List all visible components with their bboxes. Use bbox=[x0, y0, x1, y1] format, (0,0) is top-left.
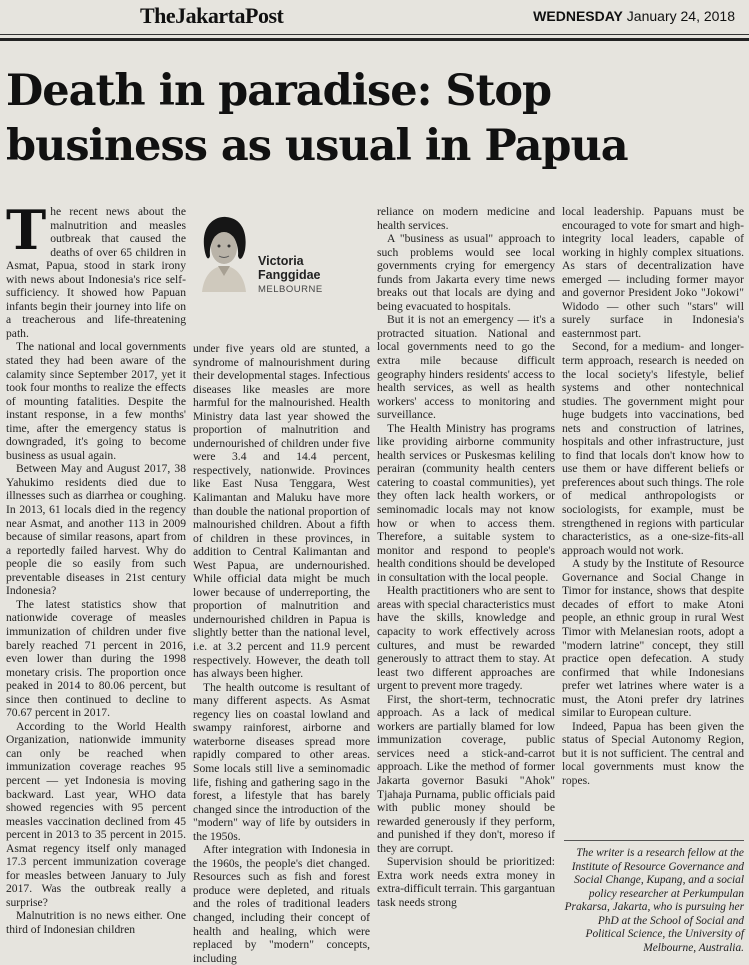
paragraph: Indeed, Papua has been given the status of Special Autonomy Region, but it is not sufficient. The central and local governments must know the ropes. bbox=[562, 719, 744, 787]
paragraph: under five years old are stunted, a syndrome of malnourishment during their developmental stages. Infectious diseases like measles are more harmful for the malnourished. Health Ministry data last year showed the proportion of malnutrition and undernourished of children under five were 3.4 and 14.4 percent, respectively, nationwide. Provinces like East Nusa Tenggara, West Kalimantan and Maluku have more than double the national proportion of malnourished children. About a fifth of children in these provinces, in addition to Central Kalimantan and West Papua, are undernourished. While official data might be much lower because of underreporting, the proportion of malnutrition and undernourished children in Papua is slightly better than the national level, i.e. at 3.2 percent and 11.9 percent respectively. However, the death toll has always been higher. bbox=[193, 342, 370, 681]
author-first-name: Victoria bbox=[258, 254, 304, 268]
paragraph: The latest statistics show that nationwide coverage of measles immunization of children under five barely reached 71 percent in 2016, even lower than during the 1998 monetary crisis. The proportion once peaked in 2014 to 80.06 percent, but since then continued to decline to 70.67 percent in 2017. bbox=[6, 597, 186, 720]
column-1 bbox=[6, 198, 186, 937]
paragraph: Between May and August 2017, 38 Yahukimo residents died due to illnesses such as diarrhea or coughing. In 2013, 61 locals died in the regency near Asmat, and another 113 in 2009 because of similar reasons, apart from a reportedly failed harvest. Why do people die so easily from such preventable diseases in 21st century Indonesia? bbox=[6, 462, 186, 598]
paragraph: Health practitioners who are sent to areas with special characteristics must have the skills, knowledge and capacity to work effectively across cultures, and must be rewarded generously to attract them to stay. At least two different approaches are urgent to prevent more tragedy. bbox=[377, 584, 555, 693]
paragraph: Supervision should be prioritized: Extra work needs extra money in extra-difficult terrain. This gargantuan task needs strong bbox=[377, 855, 555, 909]
author-photo bbox=[196, 210, 252, 292]
paragraph: But it is not an emergency — it's a protracted situation. National and local governments need to go the extra mile because difficult geography hinders residents' access to health services, as well as health workers' access to monitoring and surveillance. bbox=[377, 313, 555, 422]
issue-date bbox=[533, 8, 735, 24]
author-note bbox=[564, 840, 744, 955]
paragraph: The health outcome is resultant of many different aspects. As Asmat regency lies on coastal lowland and swampy rainforest, airborne and waterborne diseases spread more rapidly compared to other areas. Some locals still live a seminomadic life, fishing and gathering sago in the forest, a lifestyle that has barely changed since the introduction of the "modern" way of life by outsiders in the 1950s. bbox=[193, 680, 370, 843]
article-headline bbox=[6, 64, 746, 174]
author-byline bbox=[196, 210, 371, 330]
paragraph: reliance on modern medicine and health services. bbox=[377, 205, 555, 232]
lead-text: he recent news about the malnutrition and measles outbreak that caused the deaths of over 65 children in Asmat, Papua, stood in stark irony with news about Indonesia's rice self-sufficiency. It showed how Papuan infants begin their journey into life on a treacherous and life-threatening path. bbox=[6, 205, 186, 340]
author-last-name: Fanggidae bbox=[258, 268, 321, 282]
headline-line-2: business as usual in Papua bbox=[6, 121, 628, 171]
drop-cap: T bbox=[6, 198, 47, 262]
paragraph: The Health Ministry has programs like providing airborne community health services or Puskesmas keliling perairan (community health centers catering to coastal communities), yet they often lack health workers, or seminomadic locals may not know how or when to access them. Therefore, a suitable system to monitor and respond to people's health conditions should be developed in consultation with the local people. bbox=[377, 421, 555, 584]
paragraph: local leadership. Papuans must be encouraged to vote for smart and high-integrity local leaders, capable of working in highly complex situations. As stars of decentralization have emerged — including former mayor and governor President Joko "Jokowi" Widodo — other such "stars" will surely surface in Indonesia's easternmost part. bbox=[562, 205, 744, 340]
paragraph: After integration with Indonesia in the 1960s, the people's diet changed. Resources such as fish and forest produce were depleted, and rituals and the roles of traditional leaders changed, including their concept of health and healing, which were replaced by "modern" concepts, including bbox=[193, 843, 370, 965]
newspaper-logo: TheJakartaPost bbox=[140, 3, 284, 28]
paragraph: A study by the Institute of Resource Governance and Social Change in Timor for instance, shows that despite decades of effort to make Atoni people, an ethnic group in rural West Timor with Melanesian roots, adopt a "modern latrine" concept, they still practice open defecation. A study confirmed that while Indonesians prefer wet latrines where water is a must, the Atoni prefer dry latrines similar to European culture. bbox=[562, 557, 744, 720]
author-name bbox=[258, 254, 321, 282]
issue-date-text: January 24, 2018 bbox=[626, 8, 735, 24]
paragraph: A "business as usual" approach to such problems would see local governments crying for emergency funds from Jakarta every time news breaks out that locals are dying and being evacuated to hospitals. bbox=[377, 232, 555, 313]
paragraph: The national and local governments stated they had been aware of the calamity since September 2017, yet it took four months to realize the effects of mounting fatalities. Despite the instant response, in a few months' time, after the emergency status is downgraded, it's going to become business as usual again. bbox=[6, 340, 186, 462]
masthead bbox=[0, 0, 749, 35]
lead-paragraph bbox=[6, 198, 186, 340]
paragraph: Malnutrition is no news either. One third of Indonesian children bbox=[6, 909, 186, 936]
author-city: MELBOURNE bbox=[258, 284, 323, 295]
paragraph: First, the short-term, technocratic approach. As a lack of medical workers are partially blamed for low immunization coverage, public services need a stick-and-carrot approach. Like the method of former Jakarta governor Basuki "Ahok" Tjahaja Purnama, public officials paid with public money should be rewarded generously if they perform, and punished if they don't, moreso if they are corrupt. bbox=[377, 692, 555, 855]
column-4 bbox=[562, 205, 744, 788]
issue-weekday: WEDNESDAY bbox=[533, 8, 623, 24]
column-2 bbox=[193, 342, 370, 965]
author-note-text: The writer is a research fellow at the Institute of Resource Governance and Social Change, Kupang, and a social policy researcher at Perkumpulan Prakarsa, Jakarta, who is pursuing her PhD at the School of Social and Political Science, the University of Melbourne, Australia. bbox=[564, 847, 744, 954]
paragraph: According to the World Health Organization, nationwide immunity can only be reached when immunization coverage reaches 95 percent — yet Indonesia is moving backward. Last year, WHO data showed regencies with 95 percent measles vaccination declined from 45 percent in 2013 to 35 percent in 2015. Asmat regency itself only managed 17.3 percent immunization coverage for measles between January to July 2017. Was the outbreak really a surprise? bbox=[6, 719, 186, 909]
headline-line-1: Death in paradise: Stop bbox=[6, 66, 552, 116]
paragraph: Second, for a medium- and longer-term approach, research is needed on the local society's lifestyle, belief systems and other nontechnical studies. The government might pour huge budgets into vaccinations, bed nets and construction of latrines, hospitals and other infrastructure, just to find that locals don't know how to use them or have different beliefs or preferences about such things. The role of medical anthropologists or sociologists, for example, must be strengthened in regions with particular characteristics, as a one-size-fits-all approach would not work. bbox=[562, 340, 745, 557]
masthead-rule bbox=[0, 38, 749, 41]
column-3 bbox=[377, 205, 555, 909]
